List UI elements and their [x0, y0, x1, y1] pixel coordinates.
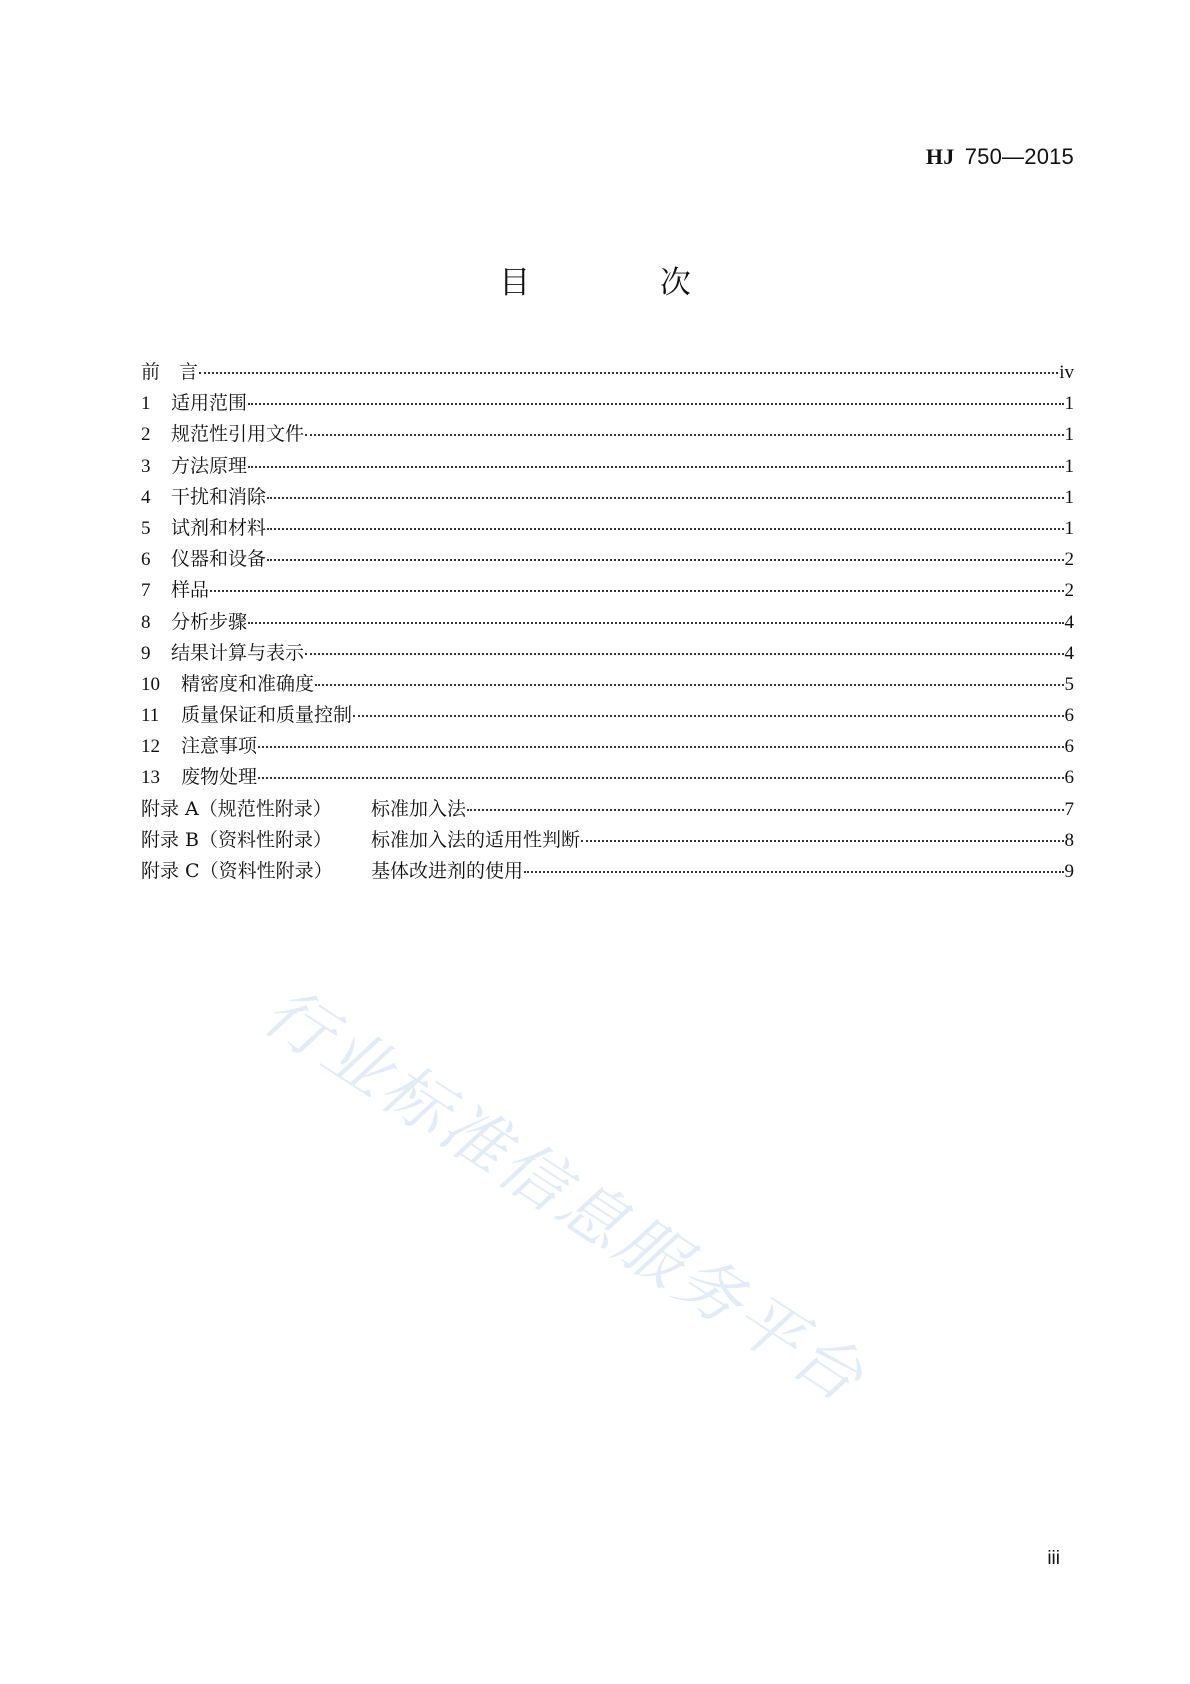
- toc-dot-leader: [267, 497, 1063, 499]
- toc-entry-page: 2: [1064, 549, 1074, 571]
- toc-entry-number: 5: [141, 517, 151, 539]
- toc-dot-leader: [353, 715, 1063, 717]
- toc-entry-page: 1: [1064, 393, 1074, 415]
- toc-entry-4[interactable]: [141, 482, 1074, 513]
- toc-entry-page: iv: [1059, 362, 1074, 383]
- page-number: iii: [1047, 1548, 1060, 1569]
- toc-dot-leader: [467, 809, 1063, 811]
- toc-entry-label: 干扰和消除: [171, 485, 267, 508]
- toc-entry-7[interactable]: [141, 575, 1074, 606]
- toc-entry-6[interactable]: [141, 544, 1074, 575]
- toc-entry-number: 10: [141, 673, 160, 695]
- toc-dot-leader: [248, 403, 1063, 405]
- toc-entry-3[interactable]: [141, 451, 1074, 482]
- toc-entry-5[interactable]: [141, 513, 1074, 544]
- appendix-prefix: 附录 A（规范性附录）: [141, 797, 332, 820]
- toc-entry-number: 13: [141, 767, 160, 789]
- appendix-prefix: 附录 C（资料性附录）: [141, 860, 333, 882]
- appendix-page: 9: [1064, 861, 1074, 882]
- toc-appendix-b[interactable]: [141, 825, 1074, 856]
- toc-entry-page: 5: [1064, 673, 1074, 695]
- standard-prefix: HJ: [925, 144, 955, 169]
- toc-entry-page: 1: [1064, 486, 1074, 508]
- table-of-contents: [141, 357, 1074, 887]
- toc-dot-leader: [258, 777, 1063, 779]
- toc-entry-label: 样品: [171, 579, 210, 602]
- toc-entry-label: 适用范围: [171, 392, 248, 415]
- toc-dot-leader: [210, 590, 1063, 592]
- toc-entry-number: 6: [141, 549, 151, 571]
- toc-entry-label: 精密度和准确度: [181, 672, 315, 695]
- toc-entry-number: 3: [141, 455, 151, 477]
- toc-entry-label: 质量保证和质量控制: [181, 704, 353, 727]
- toc-entry-page: 6: [1064, 736, 1074, 758]
- toc-entry-label: 分析步骤: [171, 610, 248, 633]
- toc-entry-label: 废物处理: [181, 766, 258, 789]
- page-title: 目 次: [499, 265, 751, 301]
- toc-entry-label: 方法原理: [171, 454, 248, 477]
- toc-entry-number: 7: [141, 580, 151, 602]
- toc-entry-label: 注意事项: [181, 735, 258, 758]
- toc-entry-page: 1: [1064, 424, 1074, 446]
- toc-entry-number: 2: [141, 424, 151, 446]
- appendix-prefix: 附录 B（资料性附录）: [141, 828, 333, 851]
- toc-dot-leader: [267, 559, 1063, 561]
- toc-entry-page: 1: [1064, 517, 1074, 539]
- toc-entry-preface[interactable]: [141, 357, 1074, 388]
- toc-entry-label: 结果计算与表示: [171, 641, 305, 664]
- toc-entry-12[interactable]: [141, 731, 1074, 762]
- toc-entry-number: 8: [141, 611, 151, 633]
- toc-entry-number: 11: [141, 705, 160, 727]
- toc-entry-10[interactable]: [141, 669, 1074, 700]
- toc-entry-page: 6: [1064, 705, 1074, 727]
- toc-entry-label: 规范性引用文件: [171, 423, 305, 446]
- toc-entry-page: 4: [1064, 611, 1074, 633]
- toc-entry-1[interactable]: [141, 388, 1074, 419]
- toc-entry-number: 1: [141, 393, 151, 415]
- toc-entry-2[interactable]: [141, 419, 1074, 450]
- toc-entry-label: 仪器和设备: [171, 548, 267, 571]
- toc-appendix-c[interactable]: [141, 856, 1074, 887]
- appendix-label: 基体改进剂的使用: [371, 860, 524, 882]
- standard-code: [926, 144, 1074, 170]
- toc-entry-page: 6: [1064, 767, 1074, 789]
- toc-dot-leader: [581, 840, 1063, 842]
- toc-entry-8[interactable]: [141, 607, 1074, 638]
- standard-number: 750—2015: [964, 144, 1074, 169]
- toc-dot-leader: [199, 372, 1058, 374]
- toc-dot-leader: [305, 653, 1063, 655]
- appendix-label: 标准加入法: [371, 797, 467, 820]
- appendix-page: 7: [1064, 798, 1074, 820]
- toc-entry-number: 4: [141, 486, 151, 508]
- toc-entry-11[interactable]: [141, 700, 1074, 731]
- toc-dot-leader: [315, 684, 1063, 686]
- toc-entry-number: 9: [141, 642, 151, 664]
- toc-entry-number: 12: [141, 736, 160, 758]
- appendix-label: 标准加入法的适用性判断: [371, 828, 581, 851]
- toc-entry-label: 前 言: [141, 361, 199, 383]
- toc-entry-page: 2: [1064, 580, 1074, 602]
- toc-entry-13[interactable]: [141, 762, 1074, 793]
- toc-entry-page: 4: [1064, 642, 1074, 664]
- toc-appendix-a[interactable]: [141, 794, 1074, 825]
- toc-dot-leader: [248, 466, 1063, 468]
- toc-entry-9[interactable]: [141, 638, 1074, 669]
- toc-entry-page: 1: [1064, 455, 1074, 477]
- toc-dot-leader: [258, 746, 1063, 748]
- toc-entry-label: 试剂和材料: [171, 516, 267, 539]
- toc-dot-leader: [248, 622, 1063, 624]
- watermark: 行业标准信息服务平台: [249, 972, 879, 1419]
- toc-dot-leader: [524, 871, 1063, 873]
- toc-dot-leader: [267, 528, 1063, 530]
- appendix-page: 8: [1064, 829, 1074, 851]
- toc-dot-leader: [305, 434, 1063, 436]
